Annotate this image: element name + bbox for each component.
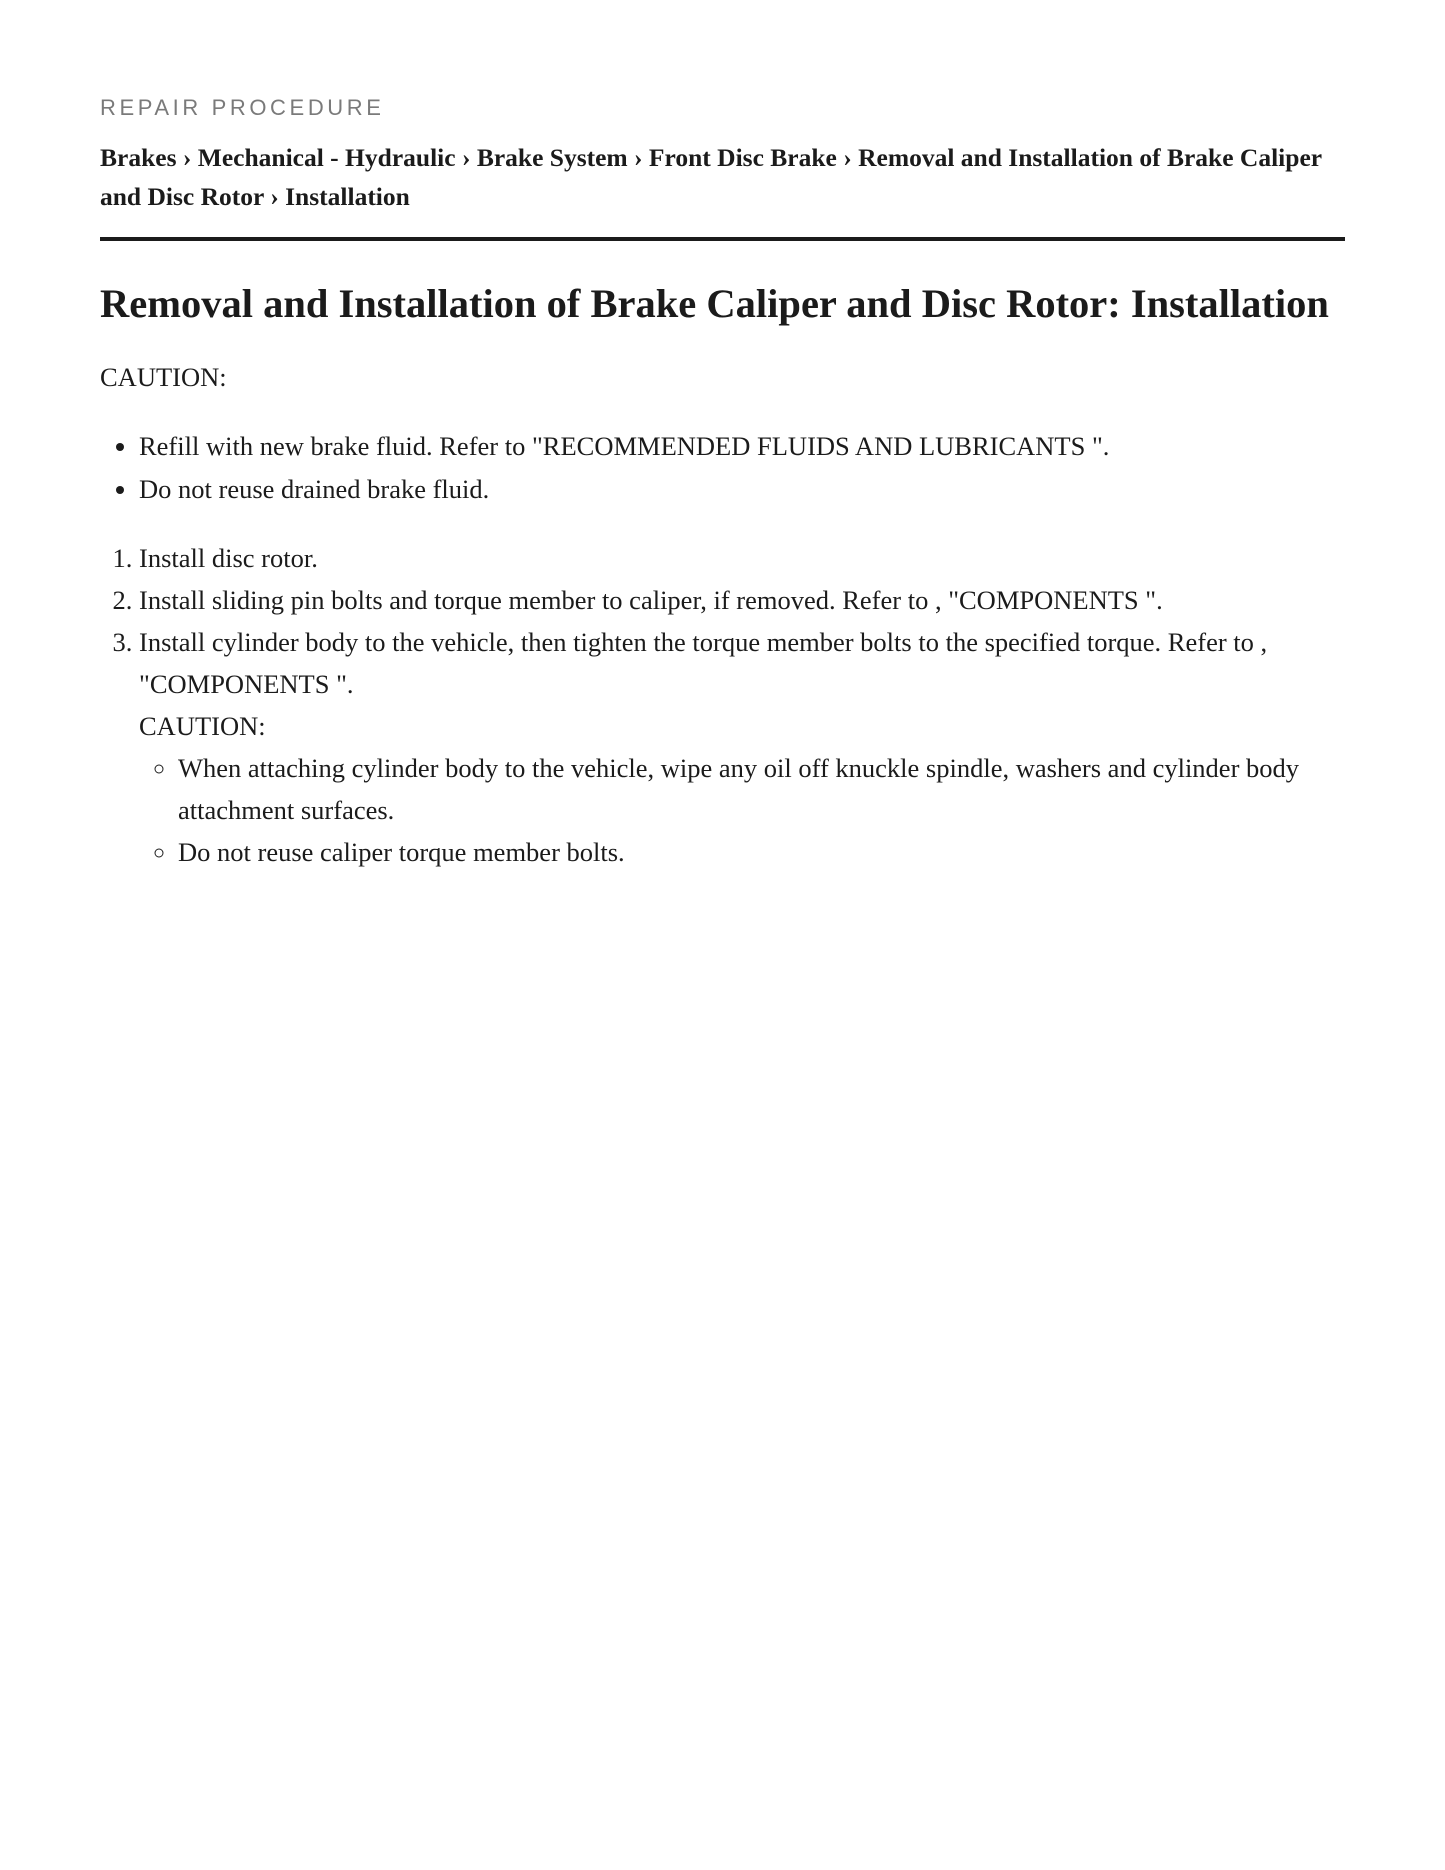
step-caution-list (139, 747, 1345, 873)
step-item (139, 537, 1345, 579)
page-title: Removal and Installation of Brake Caliper and Disc Rotor: Installation (100, 281, 1329, 326)
document-page (0, 0, 1445, 873)
breadcrumb-item-removal-installation[interactable]: Removal and Installation of Brake Caliper and Disc Rotor (100, 143, 1322, 211)
section-kicker: REPAIR PROCEDURE (100, 95, 385, 120)
breadcrumb (100, 138, 1345, 241)
breadcrumb-separator: › (182, 143, 198, 172)
step-text: Install disc rotor. (139, 543, 318, 573)
breadcrumb-item-brakes[interactable]: Brakes (100, 143, 177, 172)
step-caution-item: ◦ When attaching cylinder body to the vehicle, wipe any oil off knuckle spindle, washers and cylinder body attachment surfaces. (178, 747, 1345, 831)
breadcrumb-item-front-disc-brake[interactable]: Front Disc Brake (648, 143, 837, 172)
caution-item: • Do not reuse drained brake fluid. (139, 468, 1345, 511)
caution-item: • Refill with new brake fluid. Refer to "RECOMMENDED FLUIDS AND LUBRICANTS ". (139, 425, 1345, 468)
breadcrumb-separator: › (843, 143, 859, 172)
step-caution-item: ◦ Do not reuse caliper torque member bolts. (178, 831, 1345, 873)
breadcrumb-separator: › (461, 143, 477, 172)
breadcrumb-separator: › (634, 143, 649, 172)
breadcrumb-item-mechanical-hydraulic[interactable]: Mechanical - Hydraulic (197, 143, 456, 172)
installation-steps (100, 537, 1345, 873)
step-text: 3. Install cylinder body to the vehicle, then tighten the torque member bolts to the specified torque. Refer to , "COMPONENTS ". (139, 627, 1268, 699)
step-caution-label: CAUTION: (139, 711, 266, 741)
step-text: Install sliding pin bolts and torque member to caliper, if removed. Refer to , "COMPONENTS ". (139, 585, 1163, 615)
breadcrumb-separator: › (270, 182, 286, 211)
breadcrumb-item-installation[interactable]: Installation (285, 182, 410, 211)
breadcrumb-item-brake-system[interactable]: Brake System (476, 143, 628, 172)
caution-list (100, 425, 1345, 511)
step-item (139, 621, 1345, 873)
caution-label: CAUTION: (100, 362, 227, 392)
step-item (139, 579, 1345, 621)
